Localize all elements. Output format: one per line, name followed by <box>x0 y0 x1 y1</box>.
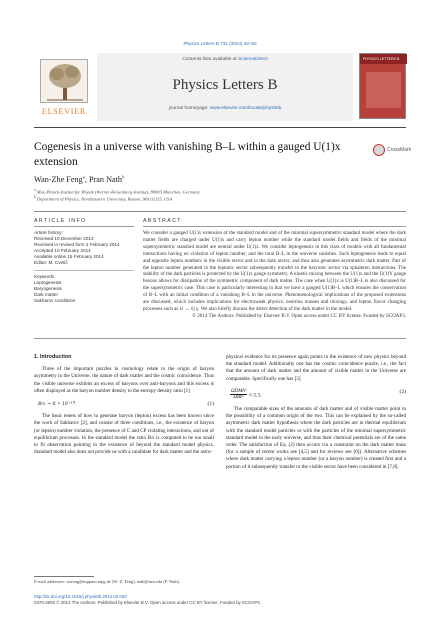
history-received: Received 10 December 2013 <box>34 236 94 241</box>
affiliation <box>34 188 200 195</box>
keyword: Sakharov conditions <box>34 298 76 303</box>
affiliation <box>34 195 172 202</box>
introduction-heading: 1. Introduction <box>34 354 72 360</box>
equation-body: B/s ∼ 6 × 10⁻¹⁰. <box>38 401 76 408</box>
article-info-heading: ARTICLE INFO <box>34 218 87 224</box>
issn-line: 0370-2693 © 2014 The Authors. Published by Elsevier B.V. Open access under CC BY license. Funded by SCOAP3. <box>34 600 261 605</box>
author-name[interactable]: Wan-Zhe Feng <box>34 175 83 184</box>
history-label: Article history: <box>34 230 63 235</box>
article-title: Cogenesis in a universe with vanishing B–L within a gauged U(1)x extension <box>34 141 341 168</box>
history-accepted: Accepted 10 February 2014 <box>34 248 91 253</box>
journal-header <box>34 53 406 121</box>
crossmark-label: CrossMark <box>387 147 412 153</box>
abstract-heading: ABSTRACT <box>143 218 182 224</box>
fraction-numerator: ΩDMh² <box>231 388 247 394</box>
author-affil-mark[interactable]: b <box>122 175 125 181</box>
history-online: Available online 15 February 2014 <box>34 254 104 259</box>
footnote-rule <box>34 576 94 577</box>
doi-text[interactable]: http://dx.doi.org/10.1016/j.physletb.2014.02.020 <box>34 594 127 599</box>
keyword: Leptogenesis <box>34 280 62 285</box>
elsevier-tree-icon <box>40 59 88 103</box>
journal-title: Physics Letters B <box>172 77 278 93</box>
article-info-rule <box>34 226 134 227</box>
homepage-link[interactable]: www.elsevier.com/locate/physletb <box>209 106 282 111</box>
keyword: Baryogenesis <box>34 286 62 291</box>
affil-text: Department of Physics, Northeastern University, Boston, MA 02115, USA <box>36 196 173 202</box>
equation-number: (1) <box>207 401 214 408</box>
elsevier-wordmark: ELSEVIER <box>41 107 87 116</box>
journal-banner <box>97 53 353 121</box>
history-editor: Editor: M. Cvetič <box>34 260 68 265</box>
crossmark-badge[interactable] <box>373 142 412 158</box>
contents-prefix: Contents lists available at <box>182 57 239 62</box>
right-column <box>226 354 406 471</box>
equation-rhs: ≈ 5.5. <box>248 392 262 399</box>
doi-link[interactable] <box>34 594 127 599</box>
sciencedirect-link[interactable]: ScienceDirect <box>238 57 268 62</box>
header-divider <box>34 127 406 128</box>
fraction-denominator: ΩBh² <box>233 395 245 401</box>
paragraph: physical evidence for its presence again points to the existence of new physics beyond the standard model. Additionally one has the cosmic coincidence puzzle, i.e., the fact that the amount of dark matter and the amount of visible matter in the Universe are comparable. Specifically one has [3] <box>226 354 406 382</box>
crossmark-icon <box>373 144 385 156</box>
journal-cover-image <box>359 53 406 119</box>
keywords-rule <box>34 270 134 271</box>
paragraph: Three of the important puzzles in cosmology relate to the origin of baryon asymmetry in the Universe, the nature of dark matter and the cosmic coincidence. Thus the visible universe exhibits an excess of baryons over anti-baryons and this excess is often displayed as the baryon number density to the entropy density ratio [1] <box>34 366 214 394</box>
elsevier-logo <box>34 55 94 117</box>
keyword: Dark matter <box>34 292 58 297</box>
email-footnote: E-mail addresses: wzfeng@mppmu.mpg.de (W.-Z. Feng), nath@neu.edu (P. Nath). <box>34 579 181 584</box>
abstract-body <box>143 230 406 320</box>
homepage-line: journal homepage: www.elsevier.com/locate/physletb <box>168 106 282 111</box>
contents-line <box>97 57 353 62</box>
equation-2 <box>226 389 406 401</box>
author-affil-mark[interactable]: a <box>82 175 85 181</box>
cover-title: PHYSICS LETTERS B <box>363 57 400 61</box>
abstract-divider <box>34 338 406 339</box>
equation-number: (2) <box>399 388 406 395</box>
affil-mark: b <box>34 195 36 199</box>
left-column <box>34 354 214 456</box>
equation-fraction <box>230 389 247 401</box>
history-revised: Received in revised form 2 February 2014 <box>34 242 120 247</box>
abstract-rule <box>143 226 406 227</box>
section-divider <box>34 211 406 212</box>
paragraph: The comparable sizes of the amounts of dark matter and of visible matter point to the possibility of a common origin of the two. This can be explained by the so-called asymmetric dark matter hypothesis where the dark particles are in thermal equilibrium with the standard model particles or with the particles of the minimal supersymmetric standard model in the early universe, and thus their chemical potentials are of the same order. The satisfaction of Eq. (2) then occurs via a constraint on the dark matter mass (for a sample of recent works see [4,5] and for reviews see [6]). Alternative schemes where dark matter carrying a lepton number (or a baryon number) is created first and a portion of it subsequently transfer to the visible sector have been considered in [7,8]. <box>226 406 406 470</box>
abstract-copyright: © 2014 The Authors. Published by Elsevier B.V. Open access under CC BY license. Funded by SCOAP3. <box>192 312 406 319</box>
author-list: Wan-Zhe Feng$^a$, Pran Nath$^b$ <box>34 175 125 184</box>
equation-body <box>226 389 262 401</box>
equation-1 <box>34 401 214 408</box>
author-name[interactable]: Pran Nath <box>89 175 122 184</box>
journal-reference[interactable]: Physics Letters B 731 (2014) 43–50 <box>183 41 257 46</box>
paragraph: The basic tenets of how to generate baryon (lepton) excess has been known since the work of Sakharov [2], and consist of three conditions, i.e., the existence of baryon (or lepton) number violation, the presence of C and CP violating interactions, and out of equilibrium processes. In the standard model the ratio B/s is computed to be too small to fit observation pointing to the existence of beyond the standard model physics. Standard model also does not provide us with a candidate for dark matter and the astro- <box>34 413 214 456</box>
abstract-text: We consider a gauged U(1)x extension of the standard model and of the minimal supersymmetric standard model where the dark matter fields are charged under U(1)x and carry lepton number while the standard model fields and fields of the minimal supersymmetric standard model are neutral under U(1)x. We consider leptogenesis in this class of models with all fundamental interactions having no violation of lepton number, and the total B–L in the universe vanishes. Such leptogenesis leads to equal and opposite lepton numbers in the visible sector and in the dark sector, and thus also generates asymmetric dark matter. Part of the lepton number generated in the leptonic sector subsequently transfer to the baryonic sector via sphaleron interactions. The stability of the dark particles is protected by the U(1)x gauge symmetry. A kinetic mixing between the U(1)x and the U(1)Y gauge bosons allows for dissipation of the symmetric component of dark matter. The case when U(1)x is U(1)B–L is also discussed for the supersymmetric case. This case is particularly interesting in that we have a gauged U(1)B–L which ensures the conservation of B–L with an initial condition of a vanishing B–L in the universe. Phenomenological implications of the proposed extensions are discussed, which includes implications for electroweak physics, neutrino masses and mixings, and lepton flavor changing processes such as ℓi → ℓj γ. We also briefly discuss the direct detection of the dark matter in the model. <box>143 230 406 312</box>
affil-text: Max-Planck-Institut für Physik (Werner-Heisenberg-Institut), 80805 München, Germany <box>36 189 200 195</box>
affil-mark: a <box>34 188 36 192</box>
cover-artwork <box>366 72 401 108</box>
keywords-label: Keywords: <box>34 274 56 279</box>
